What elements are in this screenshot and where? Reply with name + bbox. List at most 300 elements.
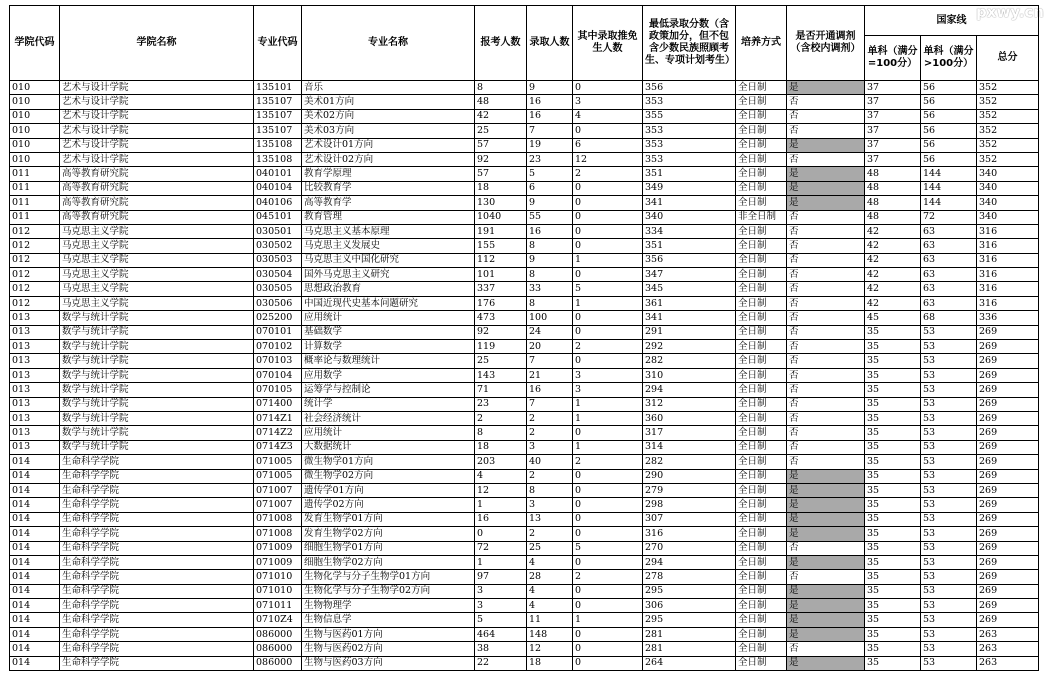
header-single-over100: 单科（满分>100分）	[921, 36, 977, 81]
cell-single-over100: 63	[921, 268, 977, 282]
cell-major-name: 生物化学与分子生物学01方向	[302, 570, 475, 584]
table-row	[10, 555, 1039, 569]
cell-min-score: 314	[643, 440, 736, 454]
cell-single-100: 35	[865, 397, 921, 411]
cell-major-code: 030503	[254, 253, 302, 267]
cell-single-over100: 53	[921, 469, 977, 483]
cell-college-name: 数学与统计学院	[60, 426, 254, 440]
cell-recommended: 2	[573, 455, 643, 469]
cell-major-code: 0714Z3	[254, 440, 302, 454]
cell-college-code: 014	[10, 555, 60, 569]
cell-admitted: 7	[527, 124, 573, 138]
cell-single-over100: 56	[921, 109, 977, 123]
cell-single-over100: 53	[921, 512, 977, 526]
cell-major-code: 070101	[254, 325, 302, 339]
cell-admitted: 18	[527, 656, 573, 670]
cell-single-100: 35	[865, 512, 921, 526]
cell-total: 269	[977, 411, 1039, 425]
cell-major-code: 071005	[254, 455, 302, 469]
cell-applicants: 101	[475, 268, 527, 282]
header-single-100: 单科（满分=100分）	[865, 36, 921, 81]
cell-applicants: 57	[475, 167, 527, 181]
cell-college-name: 艺术与设计学院	[60, 95, 254, 109]
table-header	[10, 6, 1039, 81]
cell-major-name: 运筹学与控制论	[302, 383, 475, 397]
cell-study-mode: 全日制	[736, 440, 787, 454]
cell-adjust: 否	[787, 354, 865, 368]
cell-recommended: 0	[573, 124, 643, 138]
cell-applicants: 72	[475, 541, 527, 555]
cell-single-over100: 53	[921, 368, 977, 382]
cell-admitted: 5	[527, 167, 573, 181]
cell-single-100: 37	[865, 95, 921, 109]
cell-college-name: 艺术与设计学院	[60, 124, 254, 138]
cell-admitted: 8	[527, 268, 573, 282]
cell-college-name: 马克思主义学院	[60, 224, 254, 238]
cell-single-100: 35	[865, 383, 921, 397]
cell-min-score: 361	[643, 296, 736, 310]
cell-total: 316	[977, 282, 1039, 296]
cell-applicants: 18	[475, 181, 527, 195]
cell-single-100: 35	[865, 613, 921, 627]
cell-single-over100: 56	[921, 95, 977, 109]
cell-min-score: 270	[643, 541, 736, 555]
table-row	[10, 613, 1039, 627]
cell-recommended: 0	[573, 224, 643, 238]
cell-college-code: 013	[10, 411, 60, 425]
cell-applicants: 12	[475, 483, 527, 497]
cell-applicants: 1040	[475, 210, 527, 224]
cell-single-100: 37	[865, 109, 921, 123]
cell-admitted: 3	[527, 498, 573, 512]
cell-admitted: 24	[527, 325, 573, 339]
cell-min-score: 353	[643, 95, 736, 109]
table-row	[10, 426, 1039, 440]
table-row	[10, 181, 1039, 195]
cell-college-name: 数学与统计学院	[60, 311, 254, 325]
table-row	[10, 124, 1039, 138]
cell-applicants: 4	[475, 469, 527, 483]
cell-applicants: 48	[475, 95, 527, 109]
cell-college-code: 010	[10, 95, 60, 109]
cell-recommended: 0	[573, 181, 643, 195]
cell-min-score: 351	[643, 167, 736, 181]
cell-admitted: 2	[527, 426, 573, 440]
cell-study-mode: 全日制	[736, 498, 787, 512]
cell-recommended: 0	[573, 196, 643, 210]
cell-adjust: 是	[787, 498, 865, 512]
cell-admitted: 3	[527, 440, 573, 454]
cell-admitted: 2	[527, 411, 573, 425]
cell-recommended: 5	[573, 541, 643, 555]
cell-min-score: 291	[643, 325, 736, 339]
cell-total: 352	[977, 95, 1039, 109]
cell-college-code: 014	[10, 455, 60, 469]
cell-college-name: 艺术与设计学院	[60, 81, 254, 95]
cell-single-100: 42	[865, 253, 921, 267]
cell-major-name: 艺术设计01方向	[302, 138, 475, 152]
cell-study-mode: 全日制	[736, 570, 787, 584]
cell-adjust: 否	[787, 541, 865, 555]
cell-single-over100: 53	[921, 354, 977, 368]
cell-recommended: 0	[573, 325, 643, 339]
cell-applicants: 25	[475, 354, 527, 368]
cell-single-over100: 56	[921, 138, 977, 152]
cell-major-name: 美术01方向	[302, 95, 475, 109]
header-national-line: 国家线	[865, 6, 1039, 36]
cell-major-code: 040104	[254, 181, 302, 195]
cell-adjust: 否	[787, 95, 865, 109]
cell-major-code: 135107	[254, 124, 302, 138]
cell-recommended: 0	[573, 239, 643, 253]
cell-adjust: 否	[787, 152, 865, 166]
cell-applicants: 92	[475, 325, 527, 339]
cell-single-100: 35	[865, 455, 921, 469]
cell-total: 269	[977, 397, 1039, 411]
cell-major-code: 040101	[254, 167, 302, 181]
cell-study-mode: 全日制	[736, 196, 787, 210]
cell-single-over100: 53	[921, 340, 977, 354]
cell-college-code: 013	[10, 383, 60, 397]
cell-single-over100: 56	[921, 124, 977, 138]
cell-major-name: 中国近现代史基本问题研究	[302, 296, 475, 310]
cell-single-100: 35	[865, 599, 921, 613]
cell-single-100: 45	[865, 311, 921, 325]
cell-major-code: 070102	[254, 340, 302, 354]
cell-major-code: 086000	[254, 656, 302, 670]
cell-admitted: 4	[527, 599, 573, 613]
cell-recommended: 2	[573, 570, 643, 584]
cell-study-mode: 全日制	[736, 95, 787, 109]
cell-study-mode: 全日制	[736, 296, 787, 310]
cell-college-name: 生命科学学院	[60, 642, 254, 656]
cell-total: 340	[977, 210, 1039, 224]
cell-recommended: 2	[573, 167, 643, 181]
cell-admitted: 11	[527, 613, 573, 627]
cell-college-code: 013	[10, 325, 60, 339]
cell-college-name: 生命科学学院	[60, 613, 254, 627]
cell-applicants: 97	[475, 570, 527, 584]
cell-single-over100: 144	[921, 196, 977, 210]
table-row	[10, 311, 1039, 325]
cell-major-name: 大数据统计	[302, 440, 475, 454]
cell-total: 269	[977, 498, 1039, 512]
cell-recommended: 0	[573, 81, 643, 95]
cell-adjust: 是	[787, 483, 865, 497]
cell-admitted: 28	[527, 570, 573, 584]
cell-major-name: 美术03方向	[302, 124, 475, 138]
cell-min-score: 278	[643, 570, 736, 584]
cell-major-name: 国外马克思主义研究	[302, 268, 475, 282]
cell-major-code: 070104	[254, 368, 302, 382]
cell-admitted: 7	[527, 397, 573, 411]
table-row	[10, 253, 1039, 267]
cell-total: 336	[977, 311, 1039, 325]
cell-study-mode: 全日制	[736, 642, 787, 656]
cell-admitted: 9	[527, 253, 573, 267]
cell-admitted: 19	[527, 138, 573, 152]
cell-applicants: 473	[475, 311, 527, 325]
cell-college-code: 010	[10, 138, 60, 152]
cell-college-name: 数学与统计学院	[60, 383, 254, 397]
cell-major-name: 生物与医药03方向	[302, 656, 475, 670]
table-row	[10, 570, 1039, 584]
cell-min-score: 356	[643, 253, 736, 267]
cell-major-code: 030501	[254, 224, 302, 238]
cell-major-code: 030505	[254, 282, 302, 296]
cell-study-mode: 全日制	[736, 541, 787, 555]
cell-college-code: 013	[10, 368, 60, 382]
cell-single-100: 35	[865, 426, 921, 440]
cell-min-score: 279	[643, 483, 736, 497]
cell-single-100: 35	[865, 527, 921, 541]
cell-adjust: 是	[787, 627, 865, 641]
table-row	[10, 397, 1039, 411]
cell-major-name: 思想政治教育	[302, 282, 475, 296]
cell-college-code: 011	[10, 167, 60, 181]
cell-single-over100: 63	[921, 253, 977, 267]
cell-total: 269	[977, 541, 1039, 555]
cell-college-name: 马克思主义学院	[60, 253, 254, 267]
cell-min-score: 295	[643, 584, 736, 598]
table-row	[10, 340, 1039, 354]
cell-college-name: 生命科学学院	[60, 455, 254, 469]
cell-major-name: 细胞生物学01方向	[302, 541, 475, 555]
cell-admitted: 25	[527, 541, 573, 555]
cell-total: 269	[977, 340, 1039, 354]
cell-min-score: 307	[643, 512, 736, 526]
cell-single-over100: 53	[921, 584, 977, 598]
cell-major-code: 086000	[254, 627, 302, 641]
cell-major-name: 生物与医药02方向	[302, 642, 475, 656]
cell-min-score: 298	[643, 498, 736, 512]
cell-college-code: 014	[10, 613, 60, 627]
cell-college-code: 013	[10, 426, 60, 440]
cell-major-name: 微生物学02方向	[302, 469, 475, 483]
cell-study-mode: 全日制	[736, 268, 787, 282]
cell-min-score: 334	[643, 224, 736, 238]
cell-college-name: 马克思主义学院	[60, 239, 254, 253]
cell-single-100: 35	[865, 340, 921, 354]
cell-adjust: 是	[787, 527, 865, 541]
cell-recommended: 0	[573, 512, 643, 526]
cell-major-name: 遗传学01方向	[302, 483, 475, 497]
cell-recommended: 5	[573, 282, 643, 296]
cell-applicants: 1	[475, 555, 527, 569]
cell-study-mode: 全日制	[736, 239, 787, 253]
header-recommended: 其中录取推免生人数	[573, 6, 643, 81]
cell-applicants: 464	[475, 627, 527, 641]
cell-adjust: 否	[787, 239, 865, 253]
cell-college-code: 010	[10, 124, 60, 138]
cell-min-score: 294	[643, 555, 736, 569]
cell-college-code: 014	[10, 541, 60, 555]
cell-single-over100: 56	[921, 152, 977, 166]
cell-admitted: 2	[527, 527, 573, 541]
cell-single-over100: 53	[921, 426, 977, 440]
cell-college-name: 马克思主义学院	[60, 268, 254, 282]
cell-applicants: 2	[475, 411, 527, 425]
cell-adjust: 是	[787, 656, 865, 670]
cell-adjust: 是	[787, 81, 865, 95]
table-row	[10, 239, 1039, 253]
cell-admitted: 20	[527, 340, 573, 354]
cell-total: 269	[977, 599, 1039, 613]
cell-college-name: 高等教育研究院	[60, 210, 254, 224]
cell-major-name: 艺术设计02方向	[302, 152, 475, 166]
cell-recommended: 0	[573, 498, 643, 512]
cell-college-name: 高等教育研究院	[60, 167, 254, 181]
cell-college-code: 014	[10, 483, 60, 497]
cell-college-name: 生命科学学院	[60, 570, 254, 584]
cell-applicants: 3	[475, 599, 527, 613]
header-major-code: 专业代码	[254, 6, 302, 81]
cell-major-name: 比较教育学	[302, 181, 475, 195]
cell-total: 340	[977, 167, 1039, 181]
cell-single-100: 35	[865, 555, 921, 569]
cell-applicants: 1	[475, 498, 527, 512]
cell-recommended: 1	[573, 613, 643, 627]
cell-college-name: 艺术与设计学院	[60, 138, 254, 152]
cell-recommended: 0	[573, 469, 643, 483]
cell-total: 340	[977, 181, 1039, 195]
cell-total: 316	[977, 268, 1039, 282]
cell-major-code: 071400	[254, 397, 302, 411]
cell-admitted: 16	[527, 383, 573, 397]
cell-adjust: 否	[787, 642, 865, 656]
cell-applicants: 8	[475, 426, 527, 440]
table-row	[10, 599, 1039, 613]
cell-min-score: 264	[643, 656, 736, 670]
cell-single-over100: 144	[921, 181, 977, 195]
cell-single-100: 35	[865, 440, 921, 454]
cell-college-code: 010	[10, 109, 60, 123]
cell-single-over100: 53	[921, 440, 977, 454]
cell-college-code: 014	[10, 527, 60, 541]
cell-college-name: 生命科学学院	[60, 527, 254, 541]
cell-study-mode: 全日制	[736, 224, 787, 238]
cell-admitted: 9	[527, 196, 573, 210]
cell-admitted: 33	[527, 282, 573, 296]
cell-study-mode: 全日制	[736, 138, 787, 152]
cell-single-over100: 56	[921, 81, 977, 95]
cell-min-score: 281	[643, 642, 736, 656]
cell-adjust: 否	[787, 383, 865, 397]
cell-major-name: 细胞生物学02方向	[302, 555, 475, 569]
cell-adjust: 是	[787, 555, 865, 569]
cell-major-name: 微生物学01方向	[302, 455, 475, 469]
table-row	[10, 368, 1039, 382]
cell-total: 269	[977, 555, 1039, 569]
cell-major-name: 马克思主义基本原理	[302, 224, 475, 238]
cell-single-100: 35	[865, 642, 921, 656]
cell-total: 263	[977, 656, 1039, 670]
cell-admitted: 12	[527, 642, 573, 656]
cell-adjust: 否	[787, 440, 865, 454]
cell-study-mode: 全日制	[736, 383, 787, 397]
cell-total: 316	[977, 239, 1039, 253]
cell-major-code: 071011	[254, 599, 302, 613]
cell-adjust: 否	[787, 397, 865, 411]
cell-single-over100: 144	[921, 167, 977, 181]
header-adjust: 是否开通调剂（含校内调剂）	[787, 6, 865, 81]
cell-single-over100: 53	[921, 397, 977, 411]
cell-adjust: 否	[787, 268, 865, 282]
header-study-mode: 培养方式	[736, 6, 787, 81]
cell-single-over100: 53	[921, 599, 977, 613]
cell-single-100: 42	[865, 282, 921, 296]
table-row	[10, 354, 1039, 368]
cell-major-name: 计算数学	[302, 340, 475, 354]
cell-min-score: 349	[643, 181, 736, 195]
table-row	[10, 584, 1039, 598]
cell-adjust: 是	[787, 181, 865, 195]
watermark: pxwy.cn	[976, 3, 1044, 21]
cell-min-score: 360	[643, 411, 736, 425]
cell-college-code: 014	[10, 570, 60, 584]
cell-single-100: 35	[865, 584, 921, 598]
cell-major-name: 教育管理	[302, 210, 475, 224]
cell-min-score: 317	[643, 426, 736, 440]
cell-college-code: 014	[10, 642, 60, 656]
cell-admitted: 4	[527, 555, 573, 569]
cell-study-mode: 全日制	[736, 181, 787, 195]
cell-study-mode: 全日制	[736, 613, 787, 627]
cell-major-code: 135108	[254, 152, 302, 166]
cell-applicants: 8	[475, 81, 527, 95]
cell-min-score: 312	[643, 397, 736, 411]
cell-college-code: 013	[10, 311, 60, 325]
cell-major-name: 生物物理学	[302, 599, 475, 613]
cell-college-name: 马克思主义学院	[60, 282, 254, 296]
cell-college-name: 生命科学学院	[60, 469, 254, 483]
cell-admitted: 6	[527, 181, 573, 195]
cell-college-name: 数学与统计学院	[60, 354, 254, 368]
cell-recommended: 0	[573, 656, 643, 670]
cell-adjust: 否	[787, 210, 865, 224]
cell-major-code: 071009	[254, 541, 302, 555]
table-row	[10, 196, 1039, 210]
cell-admitted: 16	[527, 95, 573, 109]
table-row	[10, 411, 1039, 425]
cell-total: 316	[977, 296, 1039, 310]
cell-major-code: 0714Z2	[254, 426, 302, 440]
cell-major-code: 070105	[254, 383, 302, 397]
cell-single-over100: 53	[921, 541, 977, 555]
table-row	[10, 95, 1039, 109]
cell-single-over100: 53	[921, 483, 977, 497]
cell-single-over100: 53	[921, 411, 977, 425]
cell-min-score: 353	[643, 124, 736, 138]
cell-college-code: 011	[10, 181, 60, 195]
cell-total: 269	[977, 440, 1039, 454]
cell-recommended: 0	[573, 642, 643, 656]
cell-major-name: 应用统计	[302, 311, 475, 325]
cell-single-100: 35	[865, 325, 921, 339]
cell-min-score: 341	[643, 311, 736, 325]
cell-recommended: 1	[573, 411, 643, 425]
cell-single-over100: 72	[921, 210, 977, 224]
cell-single-100: 35	[865, 483, 921, 497]
cell-adjust: 否	[787, 224, 865, 238]
cell-college-name: 数学与统计学院	[60, 440, 254, 454]
cell-major-code: 030504	[254, 268, 302, 282]
cell-college-code: 014	[10, 498, 60, 512]
cell-college-code: 014	[10, 512, 60, 526]
cell-total: 352	[977, 152, 1039, 166]
cell-admitted: 13	[527, 512, 573, 526]
cell-admitted: 16	[527, 109, 573, 123]
